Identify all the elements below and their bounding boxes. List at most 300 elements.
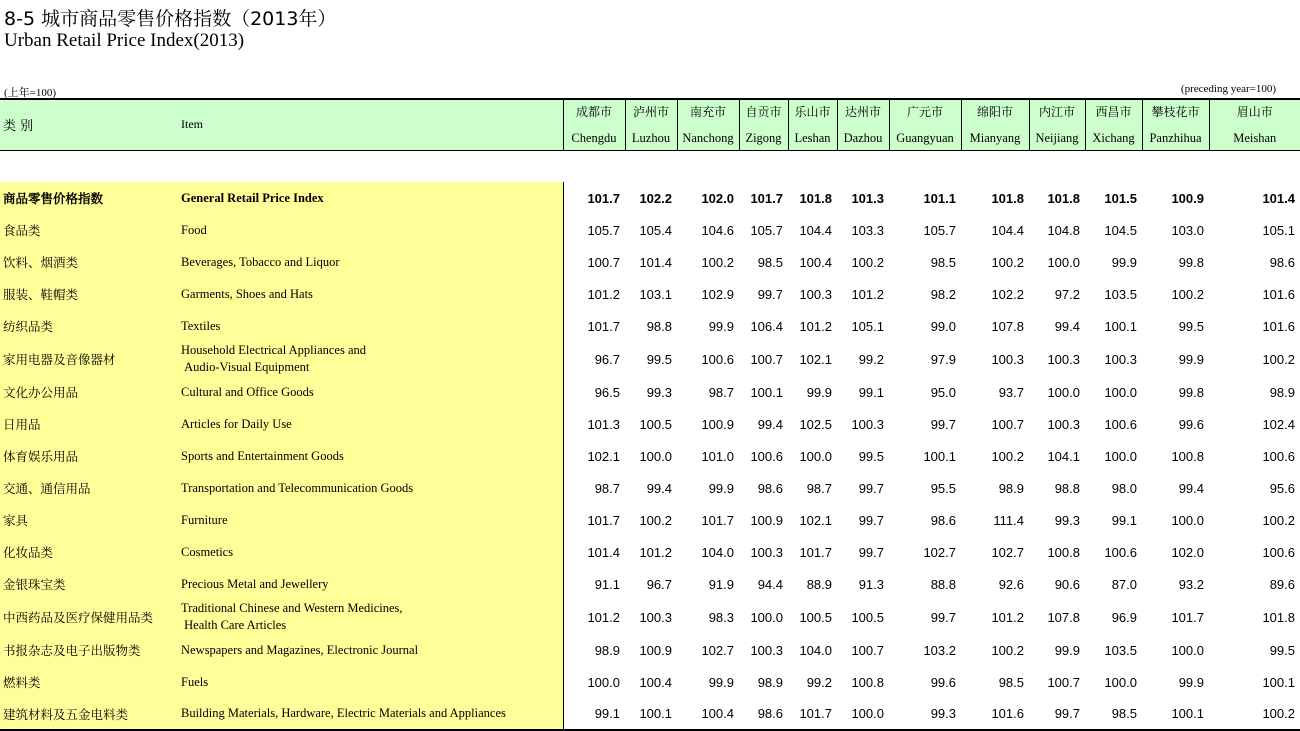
cell-value-zigong: 100.9 xyxy=(739,504,788,536)
city-name-english: Dazhou xyxy=(838,131,889,145)
cell-value-xichang: 99.9 xyxy=(1085,246,1142,278)
table-row xyxy=(0,342,1300,376)
cell-value-neijiang: 100.0 xyxy=(1029,376,1085,408)
table-row xyxy=(0,504,1300,536)
cell-value-luzhou: 100.3 xyxy=(625,600,677,634)
spacer-row xyxy=(0,150,1300,182)
cell-value-mianyang: 98.5 xyxy=(961,666,1029,698)
cell-value-luzhou: 100.1 xyxy=(625,698,677,730)
header-city-dazhou xyxy=(837,99,889,150)
cell-value-leshan: 104.0 xyxy=(788,634,837,666)
row-item-english: Household Electrical Appliances and Audio-Visual Equipment xyxy=(178,342,563,376)
cell-value-zigong: 100.1 xyxy=(739,376,788,408)
cell-value-dazhou: 99.7 xyxy=(837,504,889,536)
cell-value-nanchong: 91.9 xyxy=(677,568,739,600)
row-category-chinese: 文化办公用品 xyxy=(0,376,178,408)
cell-value-xichang: 103.5 xyxy=(1085,634,1142,666)
cell-value-guangyuan: 105.7 xyxy=(889,214,961,246)
city-name-chinese: 达州市 xyxy=(838,105,889,119)
cell-value-xichang: 104.5 xyxy=(1085,214,1142,246)
city-name-chinese: 自贡市 xyxy=(740,105,788,119)
cell-value-leshan: 99.9 xyxy=(788,376,837,408)
unit-note-english: (preceding year=100) xyxy=(1181,83,1276,95)
cell-value-meishan: 100.6 xyxy=(1209,536,1300,568)
cell-value-zigong: 100.6 xyxy=(739,440,788,472)
cell-value-nanchong: 99.9 xyxy=(677,472,739,504)
cell-value-luzhou: 96.7 xyxy=(625,568,677,600)
cell-value-mianyang: 111.4 xyxy=(961,504,1029,536)
cell-value-guangyuan: 95.0 xyxy=(889,376,961,408)
table-row xyxy=(0,568,1300,600)
cell-value-mianyang: 101.6 xyxy=(961,698,1029,730)
cell-value-guangyuan: 97.9 xyxy=(889,342,961,376)
header-category: 类 别 xyxy=(0,99,178,150)
cell-value-panzhihua: 99.9 xyxy=(1142,666,1209,698)
cell-value-leshan: 100.5 xyxy=(788,600,837,634)
city-name-english: Leshan xyxy=(789,131,837,145)
table-row xyxy=(0,182,1300,214)
cell-value-xichang: 99.1 xyxy=(1085,504,1142,536)
cell-value-zigong: 98.6 xyxy=(739,698,788,730)
cell-value-chengdu: 91.1 xyxy=(563,568,625,600)
cell-value-chengdu: 101.7 xyxy=(563,182,625,214)
cell-value-mianyang: 98.9 xyxy=(961,472,1029,504)
cell-value-zigong: 105.7 xyxy=(739,214,788,246)
header-item: Item xyxy=(178,99,563,150)
cell-value-leshan: 101.8 xyxy=(788,182,837,214)
cell-value-zigong: 100.7 xyxy=(739,342,788,376)
table-row xyxy=(0,214,1300,246)
cell-value-mianyang: 100.2 xyxy=(961,440,1029,472)
cell-value-mianyang: 107.8 xyxy=(961,310,1029,342)
cell-value-meishan: 98.6 xyxy=(1209,246,1300,278)
cell-value-mianyang: 104.4 xyxy=(961,214,1029,246)
cell-value-meishan: 101.8 xyxy=(1209,600,1300,634)
cell-value-zigong: 98.6 xyxy=(739,472,788,504)
cell-value-chengdu: 101.3 xyxy=(563,408,625,440)
cell-value-dazhou: 100.8 xyxy=(837,666,889,698)
cell-value-mianyang: 100.7 xyxy=(961,408,1029,440)
cell-value-guangyuan: 98.6 xyxy=(889,504,961,536)
cell-value-chengdu: 98.9 xyxy=(563,634,625,666)
cell-value-guangyuan: 99.0 xyxy=(889,310,961,342)
cell-value-chengdu: 105.7 xyxy=(563,214,625,246)
cell-value-zigong: 100.3 xyxy=(739,634,788,666)
cell-value-meishan: 100.1 xyxy=(1209,666,1300,698)
cell-value-panzhihua: 101.7 xyxy=(1142,600,1209,634)
price-index-table xyxy=(0,98,1300,731)
row-category-chinese: 化妆品类 xyxy=(0,536,178,568)
cell-value-leshan: 101.7 xyxy=(788,536,837,568)
cell-value-xichang: 98.0 xyxy=(1085,472,1142,504)
header-city-leshan xyxy=(788,99,837,150)
city-name-chinese: 广元市 xyxy=(890,105,961,119)
cell-value-xichang: 100.1 xyxy=(1085,310,1142,342)
cell-value-mianyang: 100.2 xyxy=(961,246,1029,278)
cell-value-zigong: 98.5 xyxy=(739,246,788,278)
cell-value-meishan: 102.4 xyxy=(1209,408,1300,440)
cell-value-leshan: 100.3 xyxy=(788,278,837,310)
city-name-chinese: 眉山市 xyxy=(1210,105,1300,119)
cell-value-luzhou: 101.4 xyxy=(625,246,677,278)
header-city-zigong xyxy=(739,99,788,150)
row-item-english: General Retail Price Index xyxy=(178,182,563,214)
row-item-english: Articles for Daily Use xyxy=(178,408,563,440)
cell-value-luzhou: 103.1 xyxy=(625,278,677,310)
row-item-english: Cultural and Office Goods xyxy=(178,376,563,408)
cell-value-meishan: 100.6 xyxy=(1209,440,1300,472)
city-name-chinese: 泸州市 xyxy=(626,105,677,119)
cell-value-chengdu: 102.1 xyxy=(563,440,625,472)
city-name-english: Luzhou xyxy=(626,131,677,145)
cell-value-guangyuan: 98.2 xyxy=(889,278,961,310)
row-category-chinese: 体育娱乐用品 xyxy=(0,440,178,472)
cell-value-leshan: 98.7 xyxy=(788,472,837,504)
row-category-chinese: 中西药品及医疗保健用品类 xyxy=(0,600,178,634)
cell-value-meishan: 95.6 xyxy=(1209,472,1300,504)
cell-value-panzhihua: 100.9 xyxy=(1142,182,1209,214)
cell-value-dazhou: 105.1 xyxy=(837,310,889,342)
header-city-chengdu xyxy=(563,99,625,150)
city-name-english: Xichang xyxy=(1086,131,1142,145)
row-category-chinese: 饮料、烟酒类 xyxy=(0,246,178,278)
city-name-english: Panzhihua xyxy=(1143,131,1209,145)
cell-value-panzhihua: 100.2 xyxy=(1142,278,1209,310)
city-name-chinese: 攀枝花市 xyxy=(1143,105,1209,119)
table-title-chinese: 8-5 城市商品零售价格指数（2013年） xyxy=(4,4,336,31)
row-category-chinese: 纺织品类 xyxy=(0,310,178,342)
cell-value-chengdu: 101.7 xyxy=(563,310,625,342)
cell-value-luzhou: 100.9 xyxy=(625,634,677,666)
cell-value-leshan: 100.0 xyxy=(788,440,837,472)
row-item-english: Furniture xyxy=(178,504,563,536)
city-name-chinese: 南充市 xyxy=(678,105,739,119)
cell-value-dazhou: 100.0 xyxy=(837,698,889,730)
cell-value-panzhihua: 99.6 xyxy=(1142,408,1209,440)
row-category-chinese: 食品类 xyxy=(0,214,178,246)
cell-value-chengdu: 96.7 xyxy=(563,342,625,376)
cell-value-guangyuan: 101.1 xyxy=(889,182,961,214)
cell-value-xichang: 96.9 xyxy=(1085,600,1142,634)
cell-value-dazhou: 99.2 xyxy=(837,342,889,376)
cell-value-nanchong: 102.0 xyxy=(677,182,739,214)
cell-value-mianyang: 101.8 xyxy=(961,182,1029,214)
city-name-english: Neijiang xyxy=(1030,131,1085,145)
cell-value-neijiang: 107.8 xyxy=(1029,600,1085,634)
cell-value-nanchong: 100.6 xyxy=(677,342,739,376)
cell-value-leshan: 100.4 xyxy=(788,246,837,278)
cell-value-dazhou: 100.7 xyxy=(837,634,889,666)
cell-value-dazhou: 99.5 xyxy=(837,440,889,472)
cell-value-zigong: 100.3 xyxy=(739,536,788,568)
table-row xyxy=(0,536,1300,568)
table-row xyxy=(0,408,1300,440)
cell-value-guangyuan: 88.8 xyxy=(889,568,961,600)
row-item-english: Beverages, Tobacco and Liquor xyxy=(178,246,563,278)
cell-value-panzhihua: 99.5 xyxy=(1142,310,1209,342)
cell-value-dazhou: 100.3 xyxy=(837,408,889,440)
cell-value-luzhou: 105.4 xyxy=(625,214,677,246)
row-category-chinese: 书报杂志及电子出版物类 xyxy=(0,634,178,666)
row-item-english: Precious Metal and Jewellery xyxy=(178,568,563,600)
cell-value-xichang: 98.5 xyxy=(1085,698,1142,730)
cell-value-panzhihua: 100.0 xyxy=(1142,504,1209,536)
cell-value-nanchong: 98.7 xyxy=(677,376,739,408)
cell-value-luzhou: 99.4 xyxy=(625,472,677,504)
cell-value-dazhou: 99.7 xyxy=(837,536,889,568)
cell-value-panzhihua: 99.4 xyxy=(1142,472,1209,504)
cell-value-meishan: 99.5 xyxy=(1209,634,1300,666)
row-item-english: Sports and Entertainment Goods xyxy=(178,440,563,472)
cell-value-chengdu: 100.0 xyxy=(563,666,625,698)
city-name-english: Guangyuan xyxy=(890,131,961,145)
cell-value-dazhou: 103.3 xyxy=(837,214,889,246)
cell-value-meishan: 98.9 xyxy=(1209,376,1300,408)
cell-value-neijiang: 100.3 xyxy=(1029,408,1085,440)
city-name-chinese: 成都市 xyxy=(564,105,625,119)
table-body xyxy=(0,150,1300,730)
cell-value-mianyang: 102.7 xyxy=(961,536,1029,568)
cell-value-guangyuan: 99.3 xyxy=(889,698,961,730)
cell-value-dazhou: 100.5 xyxy=(837,600,889,634)
cell-value-dazhou: 101.3 xyxy=(837,182,889,214)
row-category-chinese: 交通、通信用品 xyxy=(0,472,178,504)
cell-value-neijiang: 100.3 xyxy=(1029,342,1085,376)
cell-value-nanchong: 101.7 xyxy=(677,504,739,536)
city-name-chinese: 乐山市 xyxy=(789,105,837,119)
header-row xyxy=(0,99,1300,150)
cell-value-zigong: 99.4 xyxy=(739,408,788,440)
cell-value-chengdu: 101.2 xyxy=(563,278,625,310)
cell-value-mianyang: 100.3 xyxy=(961,342,1029,376)
cell-value-nanchong: 104.6 xyxy=(677,214,739,246)
row-category-chinese: 服装、鞋帽类 xyxy=(0,278,178,310)
row-item-english: Traditional Chinese and Western Medicines, Health Care Articles xyxy=(178,600,563,634)
cell-value-chengdu: 99.1 xyxy=(563,698,625,730)
cell-value-meishan: 101.6 xyxy=(1209,310,1300,342)
cell-value-panzhihua: 93.2 xyxy=(1142,568,1209,600)
cell-value-leshan: 102.1 xyxy=(788,342,837,376)
cell-value-mianyang: 93.7 xyxy=(961,376,1029,408)
cell-value-xichang: 100.6 xyxy=(1085,536,1142,568)
cell-value-panzhihua: 99.9 xyxy=(1142,342,1209,376)
cell-value-nanchong: 101.0 xyxy=(677,440,739,472)
cell-value-guangyuan: 99.7 xyxy=(889,408,961,440)
cell-value-luzhou: 99.3 xyxy=(625,376,677,408)
cell-value-guangyuan: 100.1 xyxy=(889,440,961,472)
cell-value-xichang: 100.0 xyxy=(1085,666,1142,698)
cell-value-xichang: 100.0 xyxy=(1085,376,1142,408)
cell-value-nanchong: 104.0 xyxy=(677,536,739,568)
header-city-xichang xyxy=(1085,99,1142,150)
header-city-mianyang xyxy=(961,99,1029,150)
cell-value-luzhou: 101.2 xyxy=(625,536,677,568)
cell-value-leshan: 102.5 xyxy=(788,408,837,440)
cell-value-panzhihua: 103.0 xyxy=(1142,214,1209,246)
cell-value-guangyuan: 99.7 xyxy=(889,600,961,634)
cell-value-leshan: 101.7 xyxy=(788,698,837,730)
row-category-chinese: 日用品 xyxy=(0,408,178,440)
cell-value-nanchong: 100.9 xyxy=(677,408,739,440)
cell-value-leshan: 102.1 xyxy=(788,504,837,536)
cell-value-luzhou: 100.5 xyxy=(625,408,677,440)
row-item-english: Cosmetics xyxy=(178,536,563,568)
cell-value-neijiang: 100.8 xyxy=(1029,536,1085,568)
cell-value-panzhihua: 102.0 xyxy=(1142,536,1209,568)
table-row xyxy=(0,376,1300,408)
cell-value-neijiang: 104.1 xyxy=(1029,440,1085,472)
cell-value-panzhihua: 100.1 xyxy=(1142,698,1209,730)
row-item-english: Garments, Shoes and Hats xyxy=(178,278,563,310)
row-category-chinese: 家用电器及音像器材 xyxy=(0,342,178,376)
header-city-meishan xyxy=(1209,99,1300,150)
cell-value-neijiang: 99.3 xyxy=(1029,504,1085,536)
cell-value-zigong: 94.4 xyxy=(739,568,788,600)
city-name-chinese: 内江市 xyxy=(1030,105,1085,119)
cell-value-luzhou: 102.2 xyxy=(625,182,677,214)
row-category-chinese: 燃料类 xyxy=(0,666,178,698)
row-category-chinese: 建筑材料及五金电料类 xyxy=(0,698,178,730)
cell-value-neijiang: 100.7 xyxy=(1029,666,1085,698)
cell-value-luzhou: 100.2 xyxy=(625,504,677,536)
header-city-panzhihua xyxy=(1142,99,1209,150)
cell-value-dazhou: 91.3 xyxy=(837,568,889,600)
cell-value-zigong: 101.7 xyxy=(739,182,788,214)
cell-value-zigong: 106.4 xyxy=(739,310,788,342)
cell-value-zigong: 99.7 xyxy=(739,278,788,310)
cell-value-guangyuan: 99.6 xyxy=(889,666,961,698)
city-name-english: Mianyang xyxy=(962,131,1029,145)
cell-value-meishan: 101.6 xyxy=(1209,278,1300,310)
cell-value-nanchong: 99.9 xyxy=(677,666,739,698)
cell-value-neijiang: 99.9 xyxy=(1029,634,1085,666)
cell-value-leshan: 99.2 xyxy=(788,666,837,698)
header-city-nanchong xyxy=(677,99,739,150)
cell-value-meishan: 89.6 xyxy=(1209,568,1300,600)
row-category-chinese: 商品零售价格指数 xyxy=(0,182,178,214)
cell-value-nanchong: 99.9 xyxy=(677,310,739,342)
cell-value-neijiang: 98.8 xyxy=(1029,472,1085,504)
cell-value-xichang: 87.0 xyxy=(1085,568,1142,600)
cell-value-guangyuan: 103.2 xyxy=(889,634,961,666)
table-title-english: Urban Retail Price Index(2013) xyxy=(4,30,244,52)
city-name-english: Nanchong xyxy=(678,131,739,145)
cell-value-meishan: 101.4 xyxy=(1209,182,1300,214)
cell-value-chengdu: 101.4 xyxy=(563,536,625,568)
row-category-chinese: 金银珠宝类 xyxy=(0,568,178,600)
unit-note-chinese: (上年=100) xyxy=(4,84,56,100)
cell-value-panzhihua: 99.8 xyxy=(1142,376,1209,408)
table-row xyxy=(0,310,1300,342)
row-item-english: Textiles xyxy=(178,310,563,342)
cell-value-luzhou: 100.0 xyxy=(625,440,677,472)
cell-value-leshan: 88.9 xyxy=(788,568,837,600)
row-item-english: Transportation and Telecommunication Goods xyxy=(178,472,563,504)
cell-value-guangyuan: 98.5 xyxy=(889,246,961,278)
row-item-english: Newspapers and Magazines, Electronic Journal xyxy=(178,634,563,666)
header-city-luzhou xyxy=(625,99,677,150)
cell-value-xichang: 101.5 xyxy=(1085,182,1142,214)
cell-value-xichang: 100.0 xyxy=(1085,440,1142,472)
cell-value-xichang: 103.5 xyxy=(1085,278,1142,310)
cell-value-chengdu: 100.7 xyxy=(563,246,625,278)
cell-value-neijiang: 97.2 xyxy=(1029,278,1085,310)
cell-value-nanchong: 98.3 xyxy=(677,600,739,634)
table-row xyxy=(0,472,1300,504)
cell-value-guangyuan: 102.7 xyxy=(889,536,961,568)
cell-value-neijiang: 99.4 xyxy=(1029,310,1085,342)
cell-value-dazhou: 99.1 xyxy=(837,376,889,408)
cell-value-neijiang: 99.7 xyxy=(1029,698,1085,730)
cell-value-panzhihua: 99.8 xyxy=(1142,246,1209,278)
cell-value-luzhou: 100.4 xyxy=(625,666,677,698)
cell-value-nanchong: 102.9 xyxy=(677,278,739,310)
table-row xyxy=(0,666,1300,698)
cell-value-chengdu: 96.5 xyxy=(563,376,625,408)
cell-value-mianyang: 100.2 xyxy=(961,634,1029,666)
cell-value-meishan: 100.2 xyxy=(1209,698,1300,730)
city-name-chinese: 西昌市 xyxy=(1086,105,1142,119)
cell-value-panzhihua: 100.0 xyxy=(1142,634,1209,666)
cell-value-neijiang: 101.8 xyxy=(1029,182,1085,214)
cell-value-neijiang: 100.0 xyxy=(1029,246,1085,278)
cell-value-xichang: 100.6 xyxy=(1085,408,1142,440)
table-row xyxy=(0,698,1300,730)
cell-value-chengdu: 101.2 xyxy=(563,600,625,634)
table-row xyxy=(0,278,1300,310)
cell-value-mianyang: 101.2 xyxy=(961,600,1029,634)
price-index-table-wrapper xyxy=(0,98,1280,731)
table-row xyxy=(0,600,1300,634)
header-city-guangyuan xyxy=(889,99,961,150)
row-item-english: Food xyxy=(178,214,563,246)
city-name-english: Meishan xyxy=(1210,131,1300,145)
city-name-chinese: 绵阳市 xyxy=(962,105,1029,119)
cell-value-luzhou: 98.8 xyxy=(625,310,677,342)
cell-value-panzhihua: 100.8 xyxy=(1142,440,1209,472)
cell-value-dazhou: 101.2 xyxy=(837,278,889,310)
table-row xyxy=(0,246,1300,278)
cell-value-chengdu: 101.7 xyxy=(563,504,625,536)
cell-value-nanchong: 100.2 xyxy=(677,246,739,278)
cell-value-meishan: 100.2 xyxy=(1209,504,1300,536)
header-city-neijiang xyxy=(1029,99,1085,150)
row-item-english: Fuels xyxy=(178,666,563,698)
cell-value-mianyang: 92.6 xyxy=(961,568,1029,600)
cell-value-dazhou: 100.2 xyxy=(837,246,889,278)
cell-value-chengdu: 98.7 xyxy=(563,472,625,504)
cell-value-guangyuan: 95.5 xyxy=(889,472,961,504)
cell-value-nanchong: 102.7 xyxy=(677,634,739,666)
cell-value-zigong: 100.0 xyxy=(739,600,788,634)
cell-value-xichang: 100.3 xyxy=(1085,342,1142,376)
cell-value-neijiang: 90.6 xyxy=(1029,568,1085,600)
cell-value-luzhou: 99.5 xyxy=(625,342,677,376)
city-name-english: Zigong xyxy=(740,131,788,145)
row-category-chinese: 家具 xyxy=(0,504,178,536)
cell-value-leshan: 101.2 xyxy=(788,310,837,342)
table-row xyxy=(0,634,1300,666)
cell-value-nanchong: 100.4 xyxy=(677,698,739,730)
cell-value-meishan: 105.1 xyxy=(1209,214,1300,246)
cell-value-zigong: 98.9 xyxy=(739,666,788,698)
city-name-english: Chengdu xyxy=(564,131,625,145)
cell-value-dazhou: 99.7 xyxy=(837,472,889,504)
cell-value-mianyang: 102.2 xyxy=(961,278,1029,310)
cell-value-neijiang: 104.8 xyxy=(1029,214,1085,246)
cell-value-leshan: 104.4 xyxy=(788,214,837,246)
cell-value-meishan: 100.2 xyxy=(1209,342,1300,376)
